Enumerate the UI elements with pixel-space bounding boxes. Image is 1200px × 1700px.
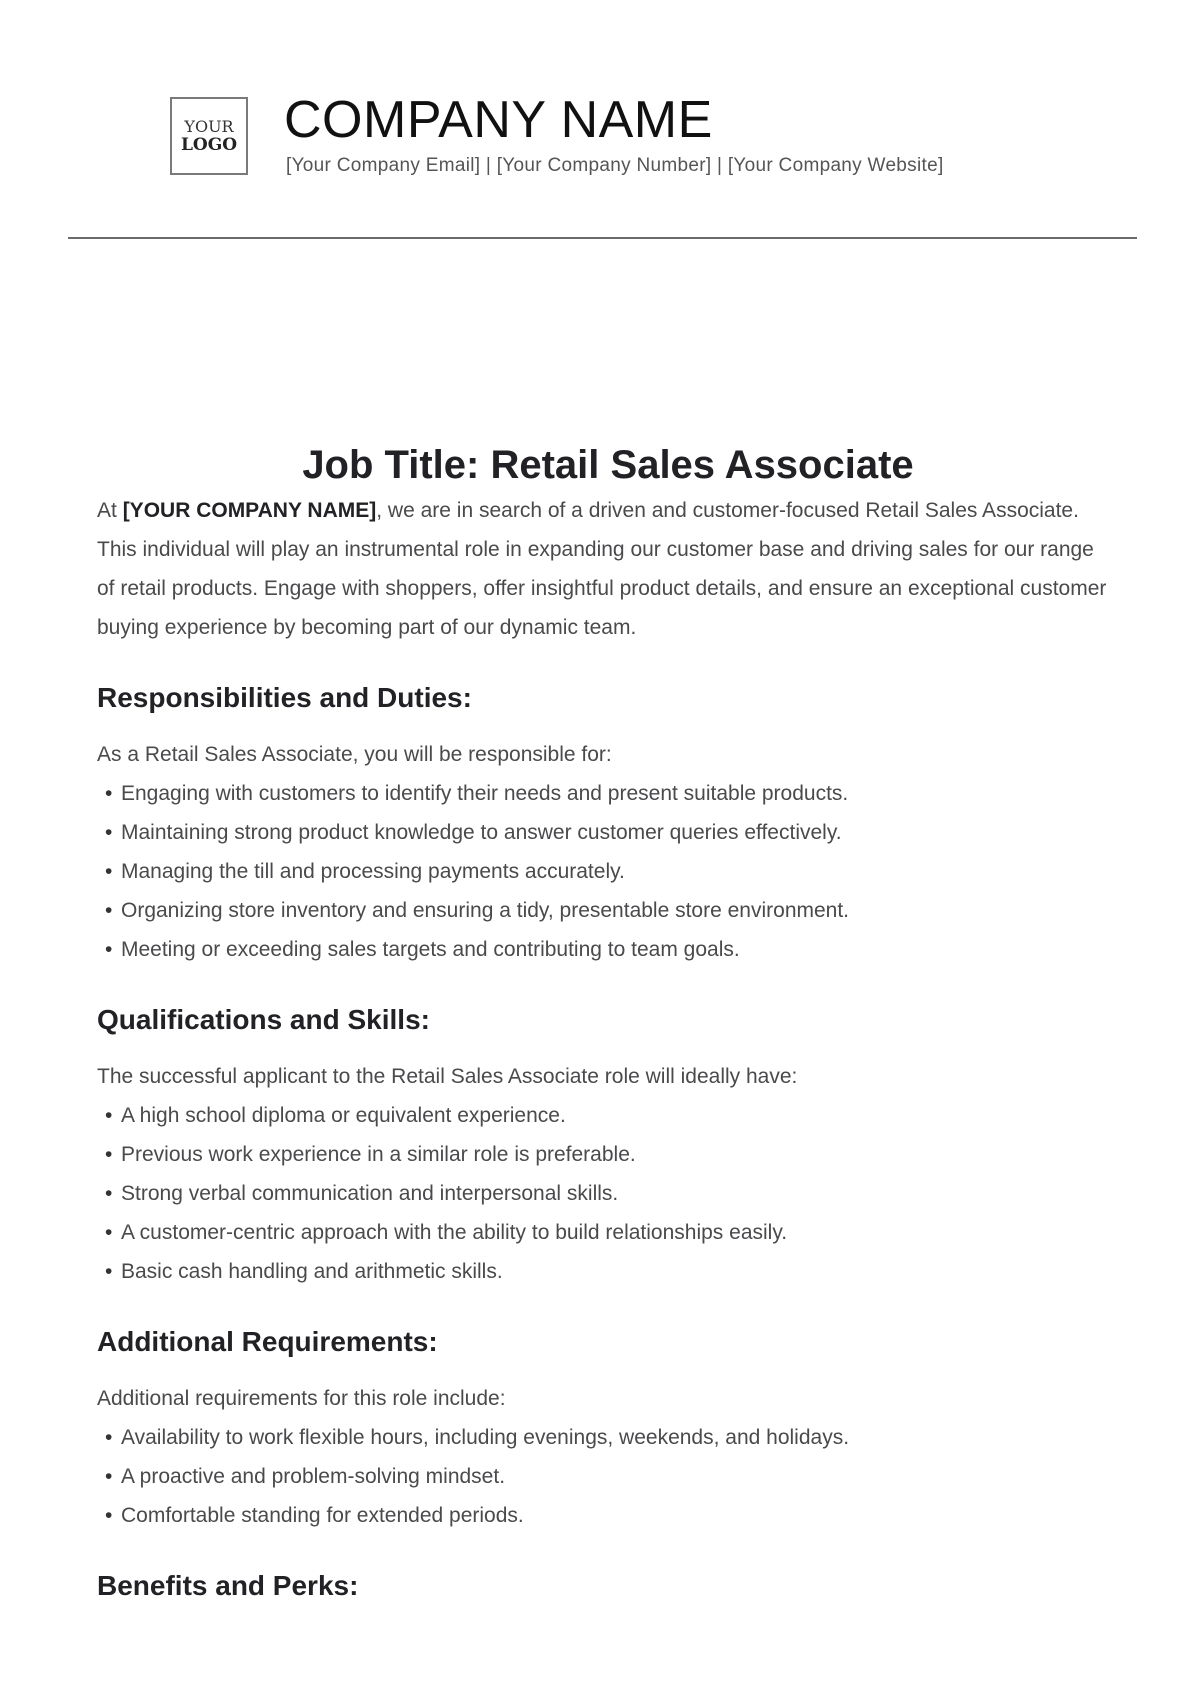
bullet-icon: •	[105, 1504, 113, 1527]
bullet-icon: •	[105, 1221, 113, 1244]
list-item: • Strong verbal communication and interpersonal skills.	[97, 1174, 1107, 1213]
section-benefits	[97, 1568, 1107, 1604]
bullet-icon: •	[105, 1426, 113, 1449]
intro-prefix: At	[97, 499, 123, 522]
bullet-icon: •	[105, 782, 113, 805]
bullet-icon: •	[105, 899, 113, 922]
bullet-list	[97, 1418, 1107, 1535]
list-item: • A high school diploma or equivalent experience.	[97, 1096, 1107, 1135]
section-title: Benefits and Perks:	[97, 1570, 359, 1601]
job-title: Job Title: Retail Sales Associate	[302, 443, 914, 487]
bullet-icon: •	[105, 1260, 113, 1283]
list-item: • Managing the till and processing payments accurately.	[97, 852, 1107, 891]
bullet-icon: •	[105, 860, 113, 883]
section-qualifications	[97, 1002, 1107, 1291]
bullet-icon: •	[105, 1143, 113, 1166]
logo-text-line2: LOGO	[180, 135, 238, 155]
bullet-icon: •	[105, 1465, 113, 1488]
list-item: • Basic cash handling and arithmetic skills.	[97, 1252, 1107, 1291]
list-item: • Availability to work flexible hours, including evenings, weekends, and holidays.	[97, 1418, 1107, 1457]
section-title: Responsibilities and Duties:	[97, 682, 472, 713]
logo-placeholder	[170, 97, 248, 175]
section-lead: As a Retail Sales Associate, you will be responsible for:	[97, 743, 612, 766]
document-body	[97, 440, 1107, 1604]
section-title: Qualifications and Skills:	[97, 1004, 430, 1035]
bullet-icon: •	[105, 1104, 113, 1127]
company-name: COMPANY NAME	[284, 91, 713, 149]
intro-paragraph	[97, 491, 1107, 647]
section-additional-requirements	[97, 1324, 1107, 1535]
intro-text: , we are in search of a driven and customer-focused Retail Sales Associate. This individual will play an instrumental role in expanding our customer base and driving sales for our range of retail products. Engage with shoppers, offer insightful product details, and ensure an exceptional customer buying experience by becoming part of our dynamic team.	[97, 499, 1107, 639]
bullet-list	[97, 1096, 1107, 1291]
list-item: • Comfortable standing for extended periods.	[97, 1496, 1107, 1535]
section-responsibilities	[97, 680, 1107, 969]
bullet-icon: •	[105, 821, 113, 844]
list-item: • Maintaining strong product knowledge to answer customer queries effectively.	[97, 813, 1107, 852]
section-lead: The successful applicant to the Retail Sales Associate role will ideally have:	[97, 1065, 798, 1088]
list-item: • A customer-centric approach with the ability to build relationships easily.	[97, 1213, 1107, 1252]
bullet-list	[97, 774, 1107, 969]
list-item: • Meeting or exceeding sales targets and contributing to team goals.	[97, 930, 1107, 969]
header-divider	[68, 237, 1137, 239]
bullet-icon: •	[105, 938, 113, 961]
list-item: • A proactive and problem-solving mindset.	[97, 1457, 1107, 1496]
list-item: • Organizing store inventory and ensuring a tidy, presentable store environment.	[97, 891, 1107, 930]
company-contact-line: [Your Company Email] | [Your Company Number] | [Your Company Website]	[286, 155, 944, 176]
list-item: • Previous work experience in a similar role is preferable.	[97, 1135, 1107, 1174]
section-title: Additional Requirements:	[97, 1326, 438, 1357]
logo-text-line1: YOUR	[184, 117, 234, 136]
document-header	[0, 0, 1200, 240]
bullet-icon: •	[105, 1182, 113, 1205]
list-item: • Engaging with customers to identify their needs and present suitable products.	[97, 774, 1107, 813]
section-lead: Additional requirements for this role include:	[97, 1387, 506, 1410]
company-name-placeholder: [YOUR COMPANY NAME]	[122, 499, 377, 522]
